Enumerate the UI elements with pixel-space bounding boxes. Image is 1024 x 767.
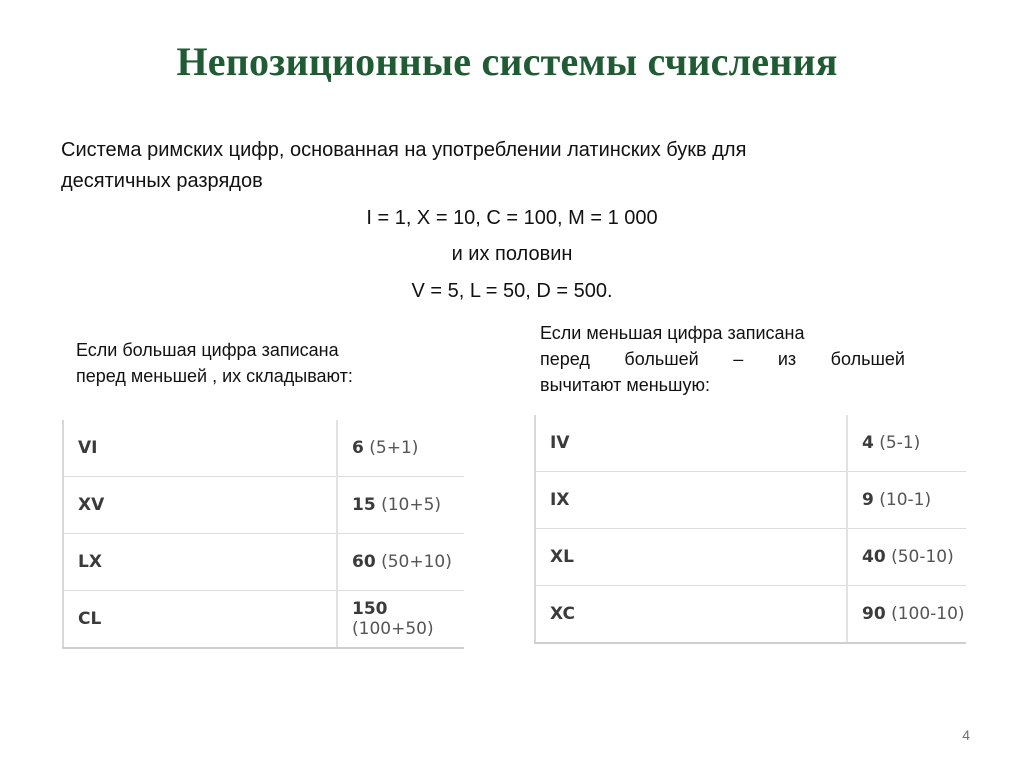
value-cell [847, 472, 966, 529]
roman-cell: XV [63, 477, 337, 534]
subtraction-rule-line-1: Если меньшая цифра записана [540, 323, 805, 343]
intro-text-line-1: Система римских цифр, основанная на употреблении латинских букв для [61, 139, 747, 161]
rule-word: большей [624, 349, 699, 369]
page-number: 4 [962, 727, 970, 743]
table-row [63, 591, 464, 649]
roman-cell: VI [63, 420, 337, 477]
value-expression: (10+5) [381, 495, 442, 515]
value-number: 9 [862, 490, 874, 510]
value-number: 90 [862, 604, 886, 624]
value-cell [337, 534, 464, 591]
roman-cell: XL [535, 529, 847, 586]
value-number: 6 [352, 438, 364, 458]
value-expression: (100+50) [352, 619, 434, 639]
value-cell [847, 586, 966, 644]
table-row [63, 420, 464, 477]
value-expression: (50-10) [891, 547, 954, 567]
page-title: Непозиционные системы счисления [176, 39, 838, 84]
table-row [535, 529, 966, 586]
rule-word: – [733, 349, 744, 369]
value-cell [337, 591, 464, 649]
value-number: 60 [352, 552, 376, 572]
addition-rule-line-1: Если большая цифра записана [76, 340, 339, 360]
value-number: 4 [862, 433, 874, 453]
value-cell [337, 477, 464, 534]
value-expression: (5+1) [369, 438, 419, 458]
value-number: 40 [862, 547, 886, 567]
addition-rule-line-2: перед меньшей , их складывают: [76, 366, 353, 386]
formula-connector: и их половин [451, 243, 573, 265]
roman-cell: CL [63, 591, 337, 649]
table-row [535, 415, 966, 472]
subtraction-examples-table [534, 415, 966, 644]
value-cell [847, 529, 966, 586]
formula-main-digits: I = 1, X = 10, C = 100, M = 1 000 [366, 207, 658, 229]
subtraction-rule-line-3: вычитают меньшую: [540, 375, 710, 395]
value-cell [337, 420, 464, 477]
table-row [535, 472, 966, 529]
value-cell [847, 415, 966, 472]
addition-examples-table [62, 420, 464, 649]
value-expression: (10-1) [879, 490, 932, 510]
value-number: 15 [352, 495, 376, 515]
value-expression: (100-10) [891, 604, 965, 624]
intro-text-line-2: десятичных разрядов [61, 170, 263, 192]
rule-word: перед [540, 349, 590, 369]
table-row [535, 586, 966, 644]
value-number: 150 [352, 599, 388, 619]
value-expression: (5-1) [879, 433, 921, 453]
value-expression: (50+10) [381, 552, 452, 572]
roman-cell: IV [535, 415, 847, 472]
subtraction-rule-line-2 [540, 346, 905, 372]
table-row [63, 534, 464, 591]
roman-cell: LX [63, 534, 337, 591]
formula-half-digits: V = 5, L = 50, D = 500. [411, 280, 613, 302]
roman-cell: XC [535, 586, 847, 644]
table-row [63, 477, 464, 534]
roman-cell: IX [535, 472, 847, 529]
rule-word: большей [830, 349, 905, 369]
rule-word: из [777, 349, 797, 369]
